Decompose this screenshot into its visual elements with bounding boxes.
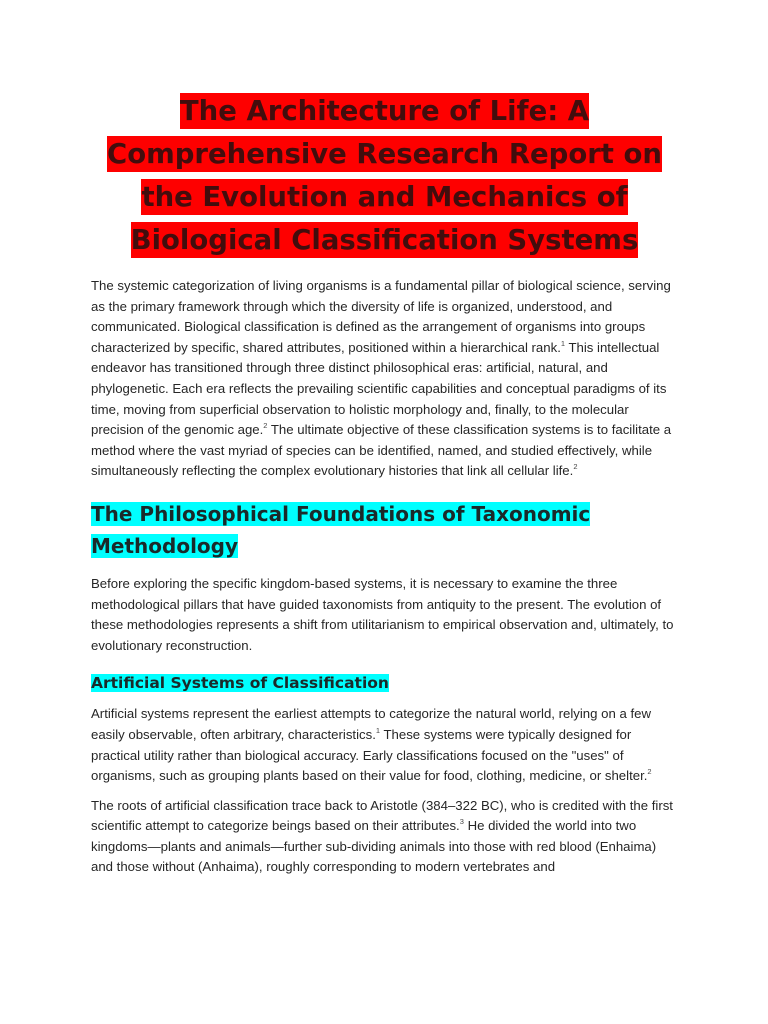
intro-paragraph (91, 276, 678, 482)
paragraph-text-1: The roots of artificial classification trace back to Aristotle (384–322 BC), who is credited with the first scientific attempt to categorize beings based on their attributes. (91, 797, 673, 834)
footnote-ref[interactable]: 2 (647, 767, 652, 777)
footnote-ref[interactable]: 2 (263, 421, 268, 431)
subsection-heading-artificial-systems (91, 672, 678, 694)
section-heading-philosophical-foundations (91, 498, 678, 562)
intro-text-3: The ultimate objective of these classification systems is to facilitate a method where the vast myriad of species can be identified, named, and studied effectively, while simultaneously reflecting the complex evolutionary histories that link all cellular life. (91, 422, 672, 479)
artificial-systems-paragraph-2 (91, 796, 678, 878)
intro-text-2: This intellectual endeavor has transitioned through three distinct philosophical eras: artificial, natural, and phylogenetic. Each era reflects the prevailing scientific capabilities and conceptual paradigms of its time, moving from superficial observation to holistic morphology and, finally, to the molecular precision of the genomic age. (91, 339, 667, 438)
document-title-text: The Architecture of Life: A Comprehensive Research Report on the Evolution and Mechanics of Biological Classification Systems (107, 95, 662, 256)
artificial-systems-paragraph-1 (91, 704, 678, 786)
subsection-heading-text: Artificial Systems of Classification (91, 674, 389, 693)
intro-text-1: The systemic categorization of living organisms is a fundamental pillar of biological science, serving as the primary framework through which the diversity of life is organized, understood, and communicated. Biological classification is defined as the arrangement of organisms into groups characterized by specific, shared attributes, positioned within a hierarchical rank. (91, 278, 671, 355)
paragraph-text-2: He divided the world into two kingdoms—plants and animals—further sub-dividing animals into those with red blood (Enhaima) and those without (Anhaima), roughly corresponding to modern vertebrates and (91, 818, 657, 875)
footnote-ref[interactable]: 1 (375, 725, 381, 735)
document-title (91, 90, 678, 262)
section-heading-text: The Philosophical Foundations of Taxonomic Methodology (91, 501, 591, 558)
paragraph-text-1: Artificial systems represent the earliest attempts to categorize the natural world, relying on a few easily observable, often arbitrary, characteristics. (91, 706, 651, 742)
paragraph-text-2: These systems were typically designed for practical utility rather than biological accuracy. Early classifications focused on the "uses" of organisms, such as grouping plants based on their value for food, clothing, medicine, or shelter. (91, 726, 648, 784)
section1-paragraph: Before exploring the specific kingdom-based systems, it is necessary to examine the three methodological pillars that have guided taxonomists from antiquity to the present. The evolution of these methodologies represents a shift from utilitarianism to empirical observation and, ultimately, to evolutionary reconstruction. (91, 575, 674, 653)
footnote-ref[interactable]: 3 (459, 817, 464, 827)
footnote-ref[interactable]: 2 (573, 462, 578, 472)
footnote-ref[interactable]: 1 (560, 338, 566, 348)
